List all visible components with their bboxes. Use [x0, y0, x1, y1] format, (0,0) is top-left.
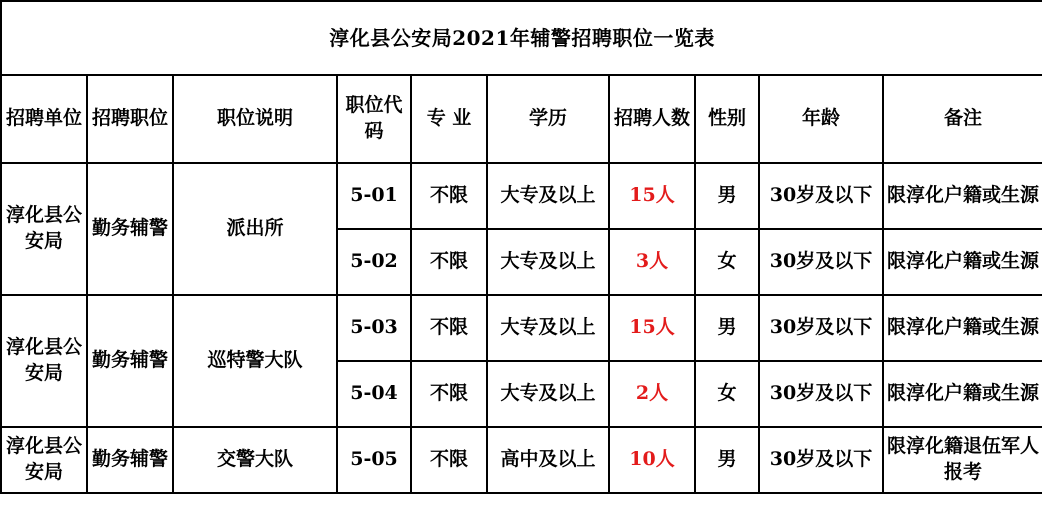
age-cell: 30岁及以下 — [759, 361, 883, 427]
header-major: 专 业 — [411, 75, 487, 163]
education-cell: 大专及以上 — [487, 295, 609, 361]
major-cell: 不限 — [411, 229, 487, 295]
major-cell: 不限 — [411, 295, 487, 361]
table-row — [1, 295, 1042, 361]
gender-cell: 男 — [695, 295, 759, 361]
title-row — [1, 1, 1042, 75]
table-row — [1, 163, 1042, 229]
unit-cell: 淳化县公安局 — [1, 427, 87, 493]
count-cell: 3人 — [609, 229, 695, 295]
position-cell: 勤务辅警 — [87, 295, 173, 427]
header-unit: 招聘单位 — [1, 75, 87, 163]
position-cell: 勤务辅警 — [87, 427, 173, 493]
remark-cell: 限淳化户籍或生源 — [883, 229, 1042, 295]
remark-cell: 限淳化籍退伍军人报考 — [883, 427, 1042, 493]
code-cell: 5-03 — [337, 295, 411, 361]
age-cell: 30岁及以下 — [759, 427, 883, 493]
header-age: 年龄 — [759, 75, 883, 163]
major-cell: 不限 — [411, 427, 487, 493]
age-cell: 30岁及以下 — [759, 295, 883, 361]
table-body — [1, 1, 1042, 493]
table-row — [1, 427, 1042, 493]
code-cell: 5-05 — [337, 427, 411, 493]
gender-cell: 男 — [695, 427, 759, 493]
education-cell: 大专及以上 — [487, 229, 609, 295]
description-cell: 交警大队 — [173, 427, 337, 493]
unit-cell: 淳化县公安局 — [1, 295, 87, 427]
header-education: 学历 — [487, 75, 609, 163]
gender-cell: 女 — [695, 229, 759, 295]
unit-cell: 淳化县公安局 — [1, 163, 87, 295]
major-cell: 不限 — [411, 163, 487, 229]
code-cell: 5-01 — [337, 163, 411, 229]
header-position: 招聘职位 — [87, 75, 173, 163]
count-cell: 15人 — [609, 295, 695, 361]
position-cell: 勤务辅警 — [87, 163, 173, 295]
remark-cell: 限淳化户籍或生源 — [883, 163, 1042, 229]
description-cell: 派出所 — [173, 163, 337, 295]
age-cell: 30岁及以下 — [759, 229, 883, 295]
header-gender: 性别 — [695, 75, 759, 163]
education-cell: 大专及以上 — [487, 361, 609, 427]
code-cell: 5-02 — [337, 229, 411, 295]
education-cell: 高中及以上 — [487, 427, 609, 493]
count-cell: 15人 — [609, 163, 695, 229]
gender-cell: 男 — [695, 163, 759, 229]
age-cell: 30岁及以下 — [759, 163, 883, 229]
description-cell: 巡特警大队 — [173, 295, 337, 427]
header-code: 职位代码 — [337, 75, 411, 163]
major-cell: 不限 — [411, 361, 487, 427]
header-description: 职位说明 — [173, 75, 337, 163]
gender-cell: 女 — [695, 361, 759, 427]
remark-cell: 限淳化户籍或生源 — [883, 361, 1042, 427]
code-cell: 5-04 — [337, 361, 411, 427]
education-cell: 大专及以上 — [487, 163, 609, 229]
remark-cell: 限淳化户籍或生源 — [883, 295, 1042, 361]
header-remark: 备注 — [883, 75, 1042, 163]
count-cell: 10人 — [609, 427, 695, 493]
header-row — [1, 75, 1042, 163]
header-count: 招聘人数 — [609, 75, 695, 163]
table-title: 淳化县公安局2021年辅警招聘职位一览表 — [1, 1, 1042, 75]
count-cell: 2人 — [609, 361, 695, 427]
